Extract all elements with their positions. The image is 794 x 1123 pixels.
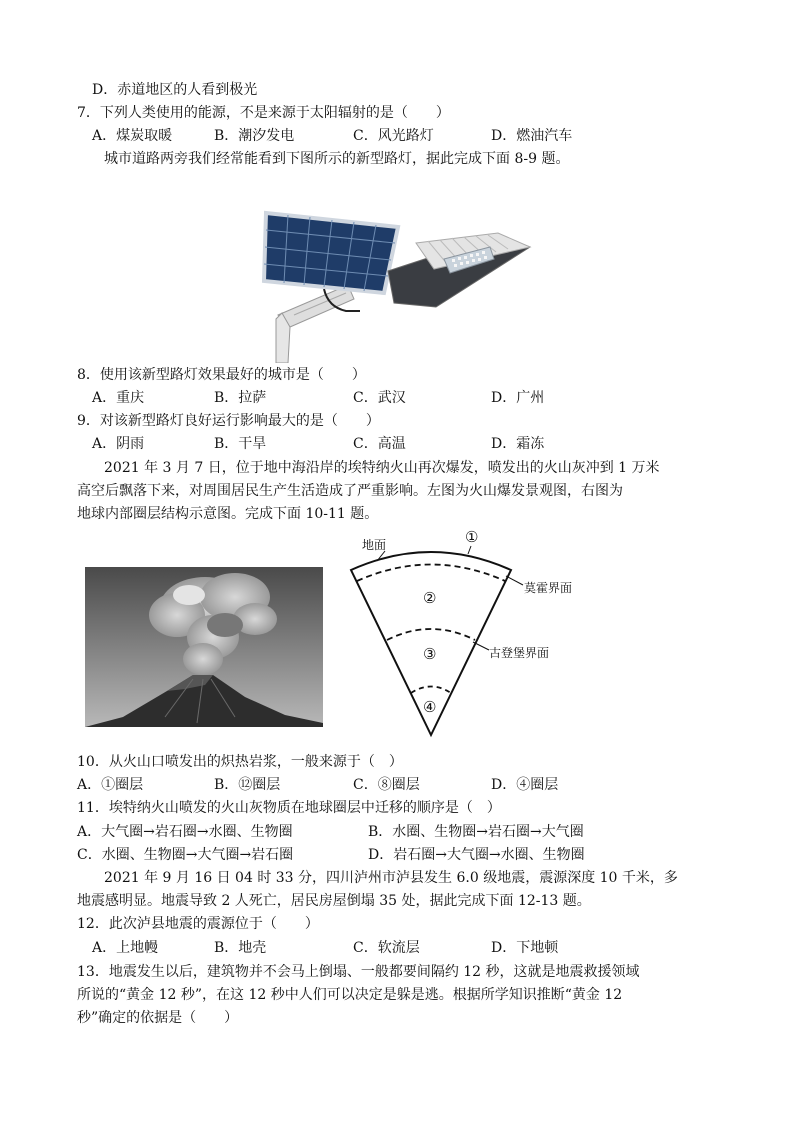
- q7-stem: 7．下列人类使用的能源，不是来源于太阳辐射的是（ ）: [77, 105, 450, 121]
- q12-option-a: A．上地幔: [92, 940, 159, 956]
- q11-option-a: A．大气圈→岩石圈→水圈、生物圈: [77, 824, 293, 840]
- intro-10-11-line-1: 2021 年 3 月 7 日，位于地中海沿岸的埃特纳火山再次爆发，喷发出的火山灰冲到 1 万米: [104, 460, 660, 476]
- q7-option-c: C．风光路灯: [353, 128, 434, 144]
- solar-street-lamp-image: [258, 203, 536, 363]
- q12-option-c: C．软流层: [353, 940, 420, 956]
- q8-option-d: D．广州: [491, 390, 545, 406]
- label-layer-2: ②: [423, 589, 437, 607]
- label-layer-3: ③: [423, 645, 437, 663]
- intro-10-11-line-2: 高空后飘落下来，对周围居民生产生活造成了严重影响。左图为火山爆发景观图，右图为: [77, 483, 623, 499]
- q7-option-b: B．潮汐发电: [214, 128, 295, 144]
- layer1-leader: [468, 546, 471, 554]
- q13-line-2: 所说的“黄金 12 秒”，在这 12 秒中人们可以决定是躲是逃。根据所学知识推断“黄金 12: [77, 987, 623, 1003]
- q10-stem: 10．从火山口喷发出的炽热岩浆，一般来源于（ ）: [77, 754, 403, 770]
- gutenberg-leader: [473, 642, 489, 650]
- q9-option-b: B．干旱: [214, 436, 267, 452]
- moho-boundary-line: [357, 565, 505, 582]
- moho-leader: [506, 576, 523, 585]
- q13-line-3: 秒”确定的依据是（ ）: [77, 1010, 239, 1026]
- q10-option-c: C．⑧圈层: [353, 777, 420, 793]
- q11-stem: 11．埃特纳火山喷发的火山灰物质在地球圈层中迁移的顺序是（ ）: [77, 800, 501, 816]
- q10-option-a: A．①圈层: [77, 777, 144, 793]
- intro-12-13-line-2: 地震感明显。地震导致 2 人死亡，居民房屋倒塌 35 处，据此完成下面 12-13 题。: [77, 893, 591, 909]
- q10-option-b: B．⑫圈层: [214, 777, 281, 793]
- label-layer-4: ④: [423, 698, 437, 716]
- intro-8-9: 城市道路两旁我们经常能看到下图所示的新型路灯，据此完成下面 8-9 题。: [104, 151, 570, 167]
- q8-option-a: A．重庆: [92, 390, 145, 406]
- label-layer-1: ①: [465, 528, 479, 546]
- q11-option-b: B．水圈、生物圈→岩石圈→大气圈: [368, 824, 584, 840]
- gutenberg-boundary-line: [387, 629, 475, 640]
- q7-option-a: A．煤炭取暖: [92, 128, 173, 144]
- q11-option-d: D．岩石圈→大气圈→水圈、生物圈: [368, 847, 585, 863]
- earth-interior-diagram: [345, 528, 595, 743]
- intro-10-11-line-3: 地球内部圈层结构示意图。完成下面 10-11 题。: [77, 506, 379, 522]
- q9-option-c: C．高温: [353, 436, 406, 452]
- label-moho: 莫霍界面: [524, 581, 573, 595]
- q9-option-d: D．霜冻: [491, 436, 545, 452]
- q9-option-a: A．阴雨: [92, 436, 145, 452]
- q11-option-c: C．水圈、生物圈→大气圈→岩石圈: [77, 847, 294, 863]
- q8-stem: 8．使用该新型路灯效果最好的城市是（ ）: [77, 367, 366, 383]
- q13-line-1: 13．地震发生以后，建筑物并不会马上倒塌、一般都要间隔约 12 秒，这就是地震救援领域: [77, 964, 640, 980]
- q8-option-c: C．武汉: [353, 390, 406, 406]
- q9-stem: 9．对该新型路灯良好运行影响最大的是（ ）: [77, 413, 380, 429]
- label-surface: 地面: [362, 538, 387, 552]
- q12-option-d: D．下地顿: [491, 940, 559, 956]
- q8-option-b: B．拉萨: [214, 390, 267, 406]
- label-gutenberg: 古登堡界面: [489, 646, 550, 660]
- q12-stem: 12．此次泸县地震的震源位于（ ）: [77, 916, 319, 932]
- volcano-eruption-image: [85, 567, 323, 727]
- q7-option-d: D．燃油汽车: [491, 128, 573, 144]
- inner-boundary-line: [411, 687, 451, 694]
- q10-option-d: D．④圈层: [491, 777, 559, 793]
- intro-12-13-line-1: 2021 年 9 月 16 日 04 时 33 分，四川泸州市泸县发生 6.0 级地震，震源深度 10 千米，多: [104, 870, 678, 886]
- q6-option-d: D．赤道地区的人看到极光: [92, 82, 258, 98]
- q12-option-b: B．地壳: [214, 940, 267, 956]
